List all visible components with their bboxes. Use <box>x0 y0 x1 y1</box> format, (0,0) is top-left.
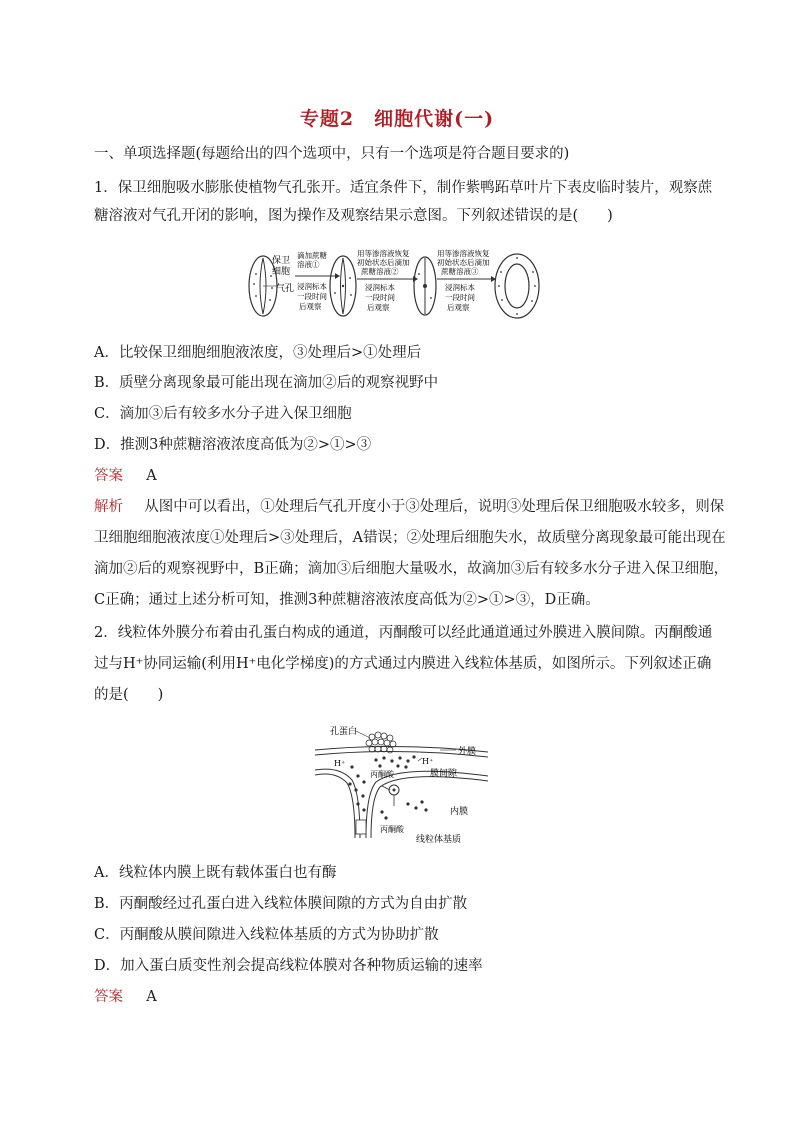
fig-step2-bot-2: 一段时间 <box>365 293 395 302</box>
q1-option-c: C．滴加③后有较多水分子进入保卫细胞 <box>94 406 352 422</box>
section-heading: 一、单项选择题(每题给出的四个选项中，只有一个选项是符合题目要求的) <box>94 146 570 162</box>
fig-step1-bot-3: 后观察 <box>299 302 322 311</box>
fig-label-h-right: H⁺ <box>422 757 434 766</box>
q1-analysis-line-2: 卫细胞细胞液浓度①处理后>③处理后，A错误；②处理后细胞失水，故质壁分离现象最可能出现在 <box>94 530 726 546</box>
q2-stem-line-2: 过与H⁺协同运输(利用H⁺电化学梯度)的方式通过内膜进入线粒体基质，如图所示。下列叙述正确 <box>94 656 712 672</box>
q1-option-a: A．比较保卫细胞细胞液浓度，③处理后>①处理后 <box>94 345 422 361</box>
q1-analysis-line-4: C正确；通过上述分析可知，推测3种蔗糖溶液浓度高低为②>①>③，D正确。 <box>94 592 600 608</box>
q1-stem-line-2: 糖溶液对气孔开闭的影响，图为操作及观察结果示意图。下列叙述错误的是( ) <box>94 208 613 224</box>
fig-step3-top-1: 用等渗溶液恢复 <box>437 249 490 258</box>
fig-step1-top-2: 溶液① <box>297 260 320 269</box>
q1-cell-solution-3 <box>495 254 539 318</box>
porin-protein <box>366 732 396 753</box>
fig-label-space: 膜间隙 <box>430 769 458 779</box>
q1-answer-value: A <box>146 468 157 484</box>
q1-analysis-line-1 <box>94 497 725 517</box>
q2-answer-label: 答案 <box>94 989 123 1005</box>
fig-step2-top-3: 蔗糖溶液② <box>361 267 399 276</box>
fig-step3-top-3: 蔗糖溶液③ <box>441 267 479 276</box>
fig-label-pyruvate-top: 丙酮酸 <box>370 770 394 779</box>
fig-label-stoma: 气孔 <box>276 284 295 294</box>
fig-label-cell: 细胞 <box>272 267 291 277</box>
q1-stem-line-1: 1．保卫细胞吸水膨胀使植物气孔张开。适宜条件下，制作紫鸭跖草叶片下表皮临时装片，观察蔗 <box>94 180 713 196</box>
fig-step3-bot-2: 一段时间 <box>445 293 475 302</box>
q2-option-a: A．线粒体内膜上既有载体蛋白也有酶 <box>94 865 337 881</box>
q1-option-b: B．质壁分离现象最可能出现在滴加②后的观察视野中 <box>94 375 439 391</box>
pyruvate-dots <box>348 755 415 811</box>
q2-option-d: D．加入蛋白质变性剂会提高线粒体膜对各种物质运输的速率 <box>94 958 483 974</box>
q1-analysis-label: 解析 <box>94 499 123 515</box>
q2-answer <box>94 987 706 1007</box>
q2-stem-line-3: 的是( ) <box>94 687 164 703</box>
fig-step3-bot-3: 后观察 <box>447 303 470 312</box>
q1-answer <box>94 466 706 486</box>
fig-label-pyruvate-bottom: 丙酮酸 <box>380 825 404 834</box>
q2-mitochondria-figure <box>310 720 490 846</box>
fig-label-matrix: 线粒体基质 <box>416 835 462 845</box>
fig-label-inner: 内膜 <box>450 807 469 817</box>
fig-step2-bot-1: 浸润标本 <box>365 283 395 292</box>
fig-step1-bot-1: 浸润标本 <box>297 282 327 291</box>
fig-label-h-left: H⁺ <box>334 759 346 768</box>
q2-option-c: C．丙酮酸从膜间隙进入线粒体基质的方式为协助扩散 <box>94 927 439 943</box>
fig-step1-top-1: 滴加蔗糖 <box>297 251 327 260</box>
fig-step3-bot-1: 浸润标本 <box>445 283 475 292</box>
fig-label-guard: 保卫 <box>272 256 291 266</box>
fig-label-outer: 外膜 <box>458 747 477 757</box>
q1-analysis-text-1: 从图中可以看出，①处理后气孔开度小于③处理后，说明③处理后保卫细胞吸水较多，则保 <box>144 499 725 515</box>
q1-stoma-figure <box>243 248 543 322</box>
fig-step2-top-2: 初始状态后滴加 <box>357 258 410 267</box>
q2-answer-value: A <box>146 989 157 1005</box>
page-title: 专题2 细胞代谢(一) <box>299 108 495 130</box>
fig-step1-bot-2: 一段时间 <box>297 292 327 301</box>
q1-cell-solution-1 <box>330 256 356 316</box>
fig-step2-top-1: 用等渗溶液恢复 <box>357 249 410 258</box>
q2-option-b: B．丙酮酸经过孔蛋白进入线粒体膜间隙的方式为自由扩散 <box>94 896 468 912</box>
fig-step3-top-2: 初始状态后滴加 <box>437 258 490 267</box>
q1-analysis-line-3: 滴加②后的观察视野中，B正确；滴加③后细胞大量吸水，故滴加③后有较多水分子进入保卫细胞， <box>94 561 729 577</box>
q1-answer-label: 答案 <box>94 468 123 484</box>
fig-label-porin: 孔蛋白 <box>330 727 358 737</box>
q2-stem-line-1: 2．线粒体外膜分布着由孔蛋白构成的通道，丙酮酸可以经此通道通过外膜进入膜间隙。丙酮酸通 <box>94 625 713 641</box>
q1-option-d: D．推测3种蔗糖溶液浓度高低为②>①>③ <box>94 437 372 453</box>
q1-cell-solution-2 <box>414 257 436 315</box>
fig-step2-bot-3: 后观察 <box>367 303 390 312</box>
